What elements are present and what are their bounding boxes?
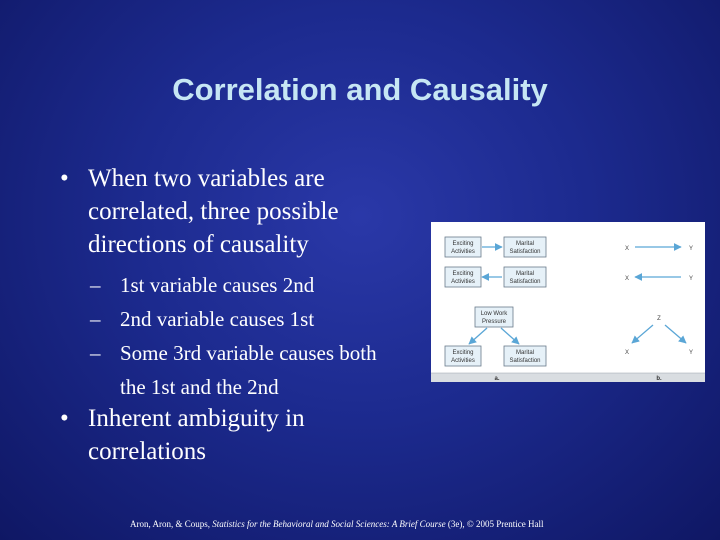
bullet-ambiguity — [60, 402, 400, 468]
var-y-label: Y — [688, 350, 694, 356]
sub-bullet-text: 2nd variable causes 1st — [120, 307, 315, 331]
causality-diagram — [431, 222, 705, 382]
panel-b-label: b. — [656, 376, 662, 382]
bullet-marker: • — [60, 165, 69, 192]
box-label-line2: Activities — [451, 358, 475, 364]
slide-title: Correlation and Causality — [172, 72, 548, 107]
box-label-line2: Activities — [451, 279, 475, 285]
arrow-down-left-icon — [632, 325, 653, 343]
box-label-line2: Pressure — [481, 319, 507, 325]
sub-bullet-marker: – — [90, 307, 101, 331]
sub-bullet-text: Some 3rd variable causes both the 1st and the 2nd — [120, 341, 377, 399]
box-label-line1: Exciting — [452, 271, 474, 277]
box-label-line1: Low Work — [480, 311, 508, 317]
var-x-label: X — [624, 276, 630, 282]
var-z-label: Z — [657, 316, 661, 322]
box-label-line1: Marital — [515, 271, 535, 277]
box-label-line1: Exciting — [452, 350, 474, 356]
arrow-down-right-icon — [665, 325, 686, 343]
sub-bullet-first-causes-second — [90, 268, 390, 302]
box-label-line2: Satisfaction — [509, 358, 541, 364]
var-y-label: Y — [688, 276, 694, 282]
box-label-line2: Activities — [451, 249, 475, 255]
figure-label-bar — [431, 373, 705, 382]
box-label-line1: Exciting — [452, 241, 474, 247]
sub-bullet-text: 1st variable causes 2nd — [120, 273, 315, 297]
citation-footer — [130, 519, 543, 529]
box-label-line2: Satisfaction — [509, 279, 541, 285]
footer-edition: (3e), © 2005 Prentice Hall — [445, 519, 544, 529]
bullet-marker: • — [60, 405, 69, 432]
arrow-down-right-icon — [501, 328, 519, 344]
footer-book-title: Statistics for the Behavioral and Social Sciences: A Brief Course — [212, 519, 446, 529]
sub-bullet-second-causes-first — [90, 302, 390, 336]
bullet-text: Inherent ambiguity in correlations — [88, 405, 305, 465]
box-label-line2: Satisfaction — [509, 249, 541, 255]
var-y-label: Y — [688, 246, 694, 252]
panel-a-label: a. — [494, 376, 500, 382]
box-label-line1: Marital — [515, 241, 535, 247]
var-x-label: X — [624, 246, 630, 252]
bullet-causality — [60, 162, 400, 261]
bullet-text: When two variables are correlated, three possible directions of causality — [88, 165, 339, 258]
sub-bullet-marker: – — [90, 273, 101, 297]
sub-bullet-list — [90, 268, 390, 404]
footer-authors: Aron, Aron, & Coups, — [130, 519, 213, 529]
var-x-label: X — [624, 350, 630, 356]
arrow-down-left-icon — [469, 328, 487, 344]
causality-diagram-svg — [431, 222, 705, 382]
sub-bullet-third-variable — [90, 336, 390, 404]
box-label-line1: Marital — [515, 350, 535, 356]
sub-bullet-marker: – — [90, 341, 101, 365]
